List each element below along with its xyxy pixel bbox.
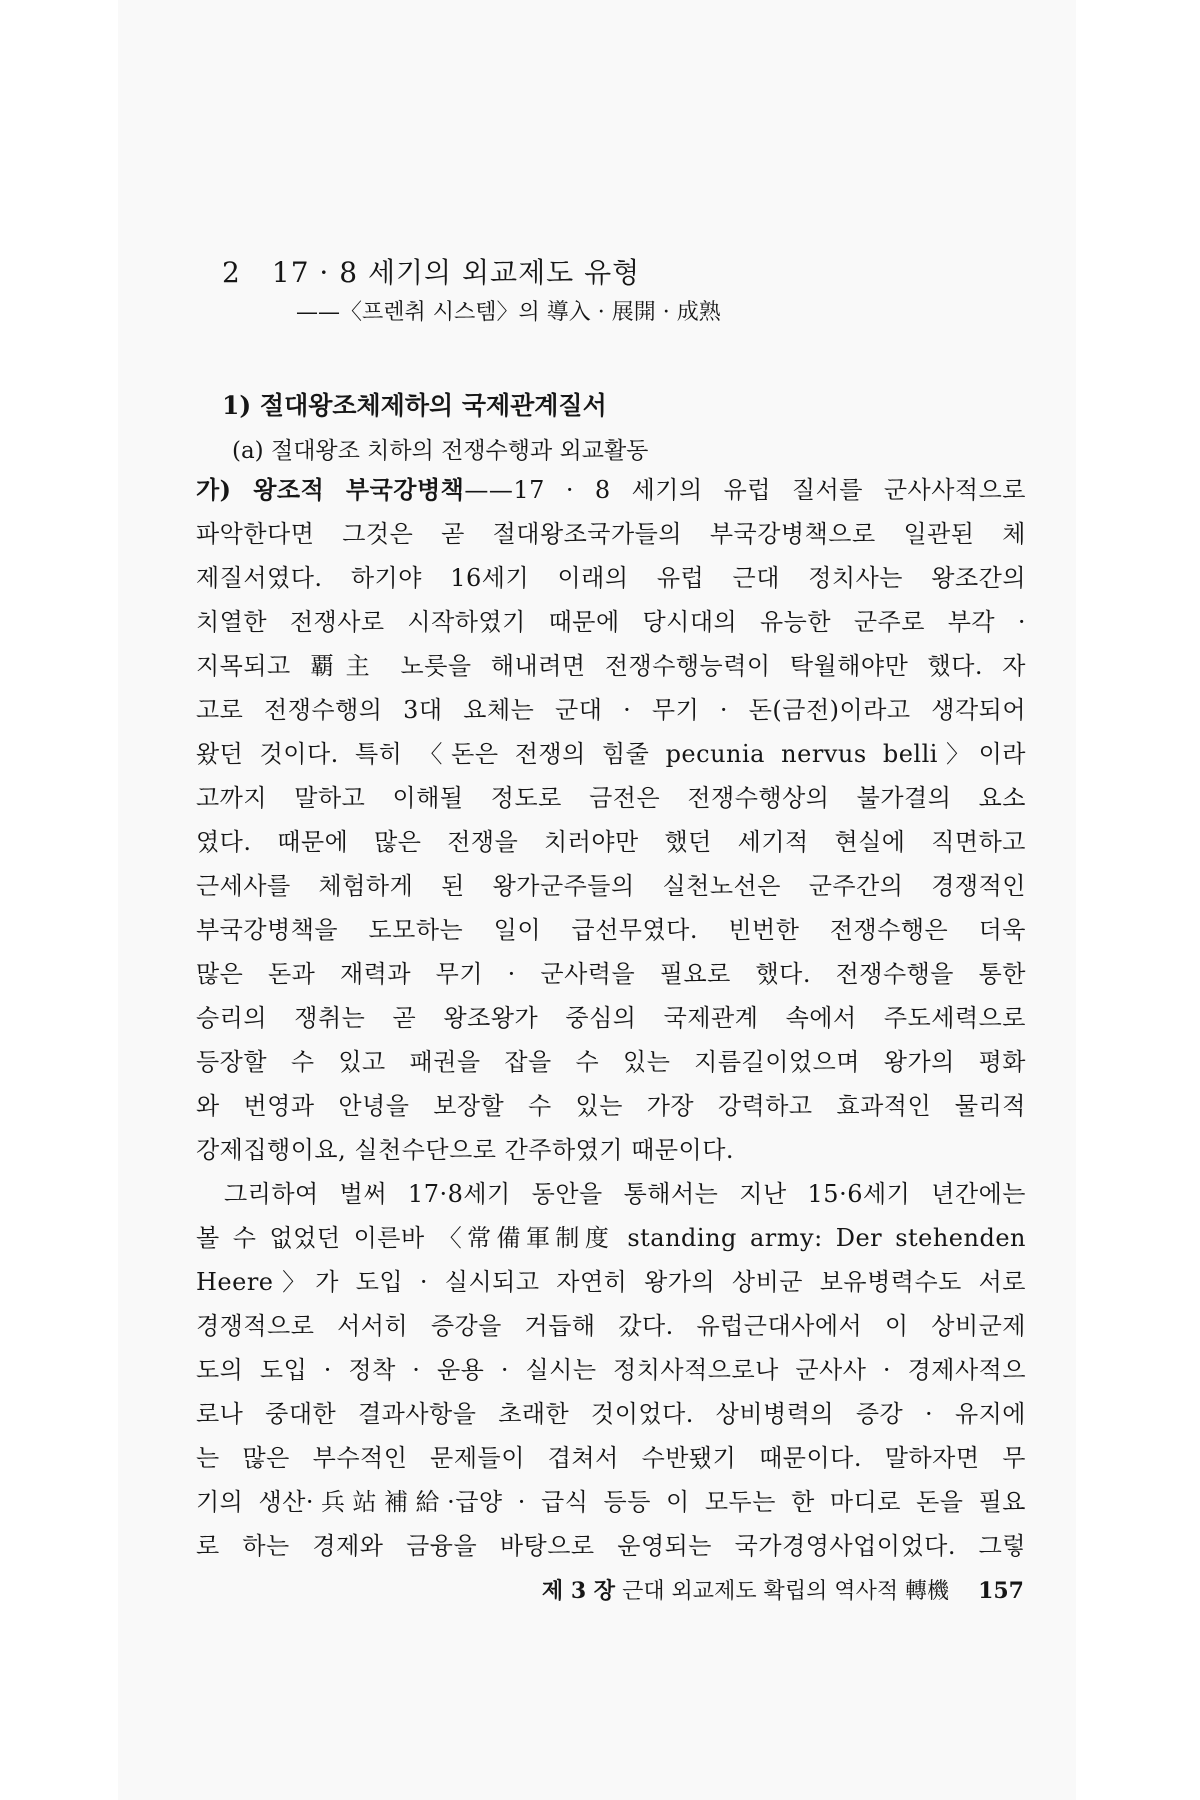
paragraph-line: 였다. 때문에 많은 전쟁을 치러야만 했던 세기적 현실에 직면하고	[196, 828, 1026, 856]
running-footer	[460, 1576, 1024, 1607]
paragraph-line: 치열한 전쟁사로 시작하였기 때문에 당시대의 유능한 군주로 부각 ·	[196, 608, 1026, 636]
section-heading	[222, 254, 1022, 330]
paragraph-line: 제질서였다. 하기야 16세기 이래의 유럽 근대 정치사는 왕조간의	[196, 564, 1026, 592]
paragraph-line: 승리의 쟁취는 곧 왕조왕가 중심의 국제관계 속에서 주도세력으로	[196, 1004, 1026, 1032]
page-number: 157	[978, 1578, 1024, 1604]
section-title-line	[222, 254, 1022, 292]
paragraph-line: 도의 도입 · 정착 · 운용 · 실시는 정치사적으로나 군사사 · 경제사적으	[196, 1356, 1026, 1384]
paragraph-line: 경쟁적으로 서서히 증강을 거듭해 갔다. 유럽근대사에서 이 상비군제	[196, 1312, 1026, 1340]
paragraph-line: 왔던 것이다. 특히 〈돈은 전쟁의 힘줄 pecunia nervus belli〉이라	[196, 740, 1026, 768]
paragraph-line: 지목되고 覇主 노릇을 해내려면 전쟁수행능력이 탁월해야만 했다. 자	[196, 652, 1026, 680]
paragraph-line: Heere〉가 도입 · 실시되고 자연히 왕가의 상비군 보유병력수도 서로	[196, 1268, 1026, 1296]
paragraph-line: 고까지 말하고 이해될 정도로 금전은 전쟁수행상의 불가결의 요소	[196, 784, 1026, 812]
section-subtitle: ——〈프렌취 시스템〉의 導入 · 展開 · 成熟	[296, 300, 721, 325]
paragraph-line: 고로 전쟁수행의 3대 요체는 군대 · 무기 · 돈(금전)이라고 생각되어	[196, 696, 1026, 724]
footer-title: 근대 외교제도 확립의 역사적 轉機	[622, 1579, 950, 1604]
section-number: 2	[222, 256, 241, 289]
paragraph-lead: 가) 왕조적 부국강병책	[196, 475, 465, 504]
footer-chapter: 제 3 장	[541, 1578, 616, 1604]
paragraph-line: 그리하여 벌써 17·8세기 동안을 통해서는 지난 15·6세기 년간에는	[224, 1180, 1026, 1208]
subsubsection-heading: (a) 절대왕조 치하의 전쟁수행과 외교활동	[232, 438, 649, 464]
paragraph-line: 강제집행이요, 실천수단으로 간주하였기 때문이다.	[196, 1136, 735, 1164]
paragraph-line: 부국강병책을 도모하는 일이 급선무였다. 빈번한 전쟁수행은 더욱	[196, 916, 1026, 944]
paragraph-line: 가) 왕조적 부국강병책——17 · 8 세기의 유럽 질서를 군사사적으로	[196, 475, 1026, 504]
paragraph-line: 등장할 수 있고 패권을 잡을 수 있는 지름길이었으며 왕가의 평화	[196, 1048, 1026, 1076]
subsection-heading: 1) 절대왕조체제하의 국제관계질서	[222, 391, 607, 420]
paragraph-line: 는 많은 부수적인 문제들이 겹쳐서 수반됐기 때문이다. 말하자면 무	[196, 1444, 1026, 1472]
paragraph-line: 와 번영과 안녕을 보장할 수 있는 가장 강력하고 효과적인 물리적	[196, 1092, 1026, 1120]
paragraph-line: 많은 돈과 재력과 무기 · 군사력을 필요로 했다. 전쟁수행을 통한	[196, 960, 1026, 988]
paragraph-line: 로 하는 경제와 금융을 바탕으로 운영되는 국가경영사업이었다. 그렇	[196, 1532, 1026, 1560]
paragraph-line: 기의 생산·兵站補給·급양 · 급식 등등 이 모두는 한 마디로 돈을 필요	[196, 1488, 1026, 1516]
paragraph-line: 로나 중대한 결과사항을 초래한 것이었다. 상비병력의 증강 · 유지에	[196, 1400, 1026, 1428]
paragraph-line: 파악한다면 그것은 곧 절대왕조국가들의 부국강병책으로 일관된 체	[196, 520, 1026, 548]
section-title: 17 · 8 세기의 외교제도 유형	[271, 256, 641, 289]
body-text	[196, 468, 1026, 1568]
paragraph-line: 근세사를 체험하게 된 왕가군주들의 실천노선은 군주간의 경쟁적인	[196, 872, 1026, 900]
paragraph-line: 볼 수 없었던 이른바 〈常備軍制度 standing army: Der stehenden	[196, 1224, 1026, 1252]
